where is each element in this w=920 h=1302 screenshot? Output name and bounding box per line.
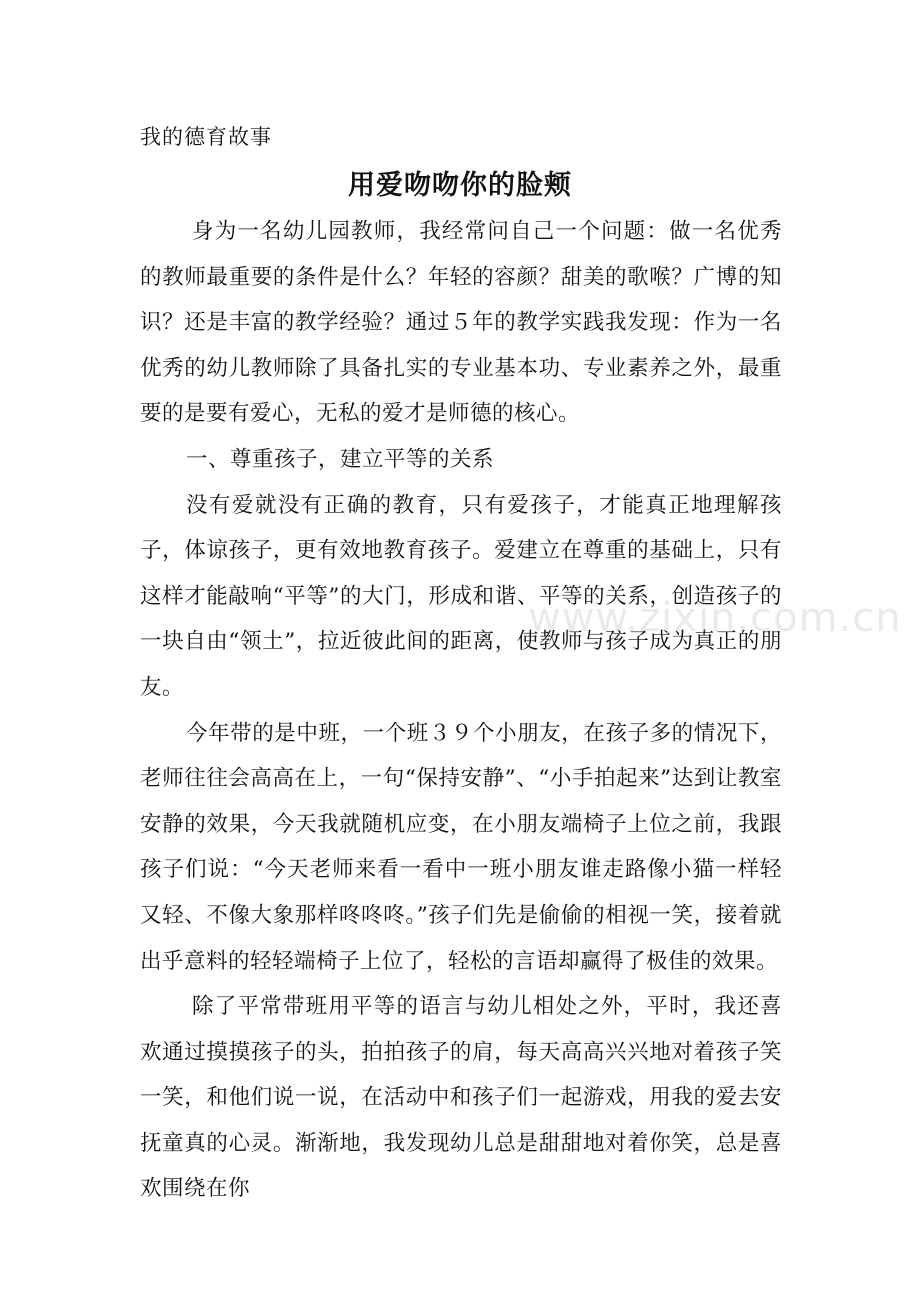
paragraph-intro: 身为一名幼儿园教师，我经常问自己一个问题：做一名优秀的教师最重要的条件是什么？年轻的容颜？甜美的歌喉？广博的知识？还是丰富的教学经验？通过５年的教学实践我发现：作为一名优秀的幼儿教师除了具备扎实的专业基本功、专业素养之外，最重要的是要有爱心，无私的爱才是师德的核心。 <box>140 219 782 427</box>
section-heading: 一、尊重孩子，建立平等的关系 <box>186 446 495 472</box>
series-title: 我的德育故事 <box>140 125 272 149</box>
document-title: 用爱吻吻你的脸颊 <box>348 170 572 201</box>
watermark: www.zixin.com.cn <box>528 595 902 641</box>
paragraph-respect: 没有爱就没有正确的教育，只有爱孩子，才能真正地理解孩子，体谅孩子，更有效地教育孩子。爱建立在尊重的基础上，只有这样才能敲响“平等”的大门，形成和谐、平等的关系，创造孩子的一块自由“领土”，拉近彼此间的距离，使教师与孩子成为真正的朋友。 <box>140 492 782 700</box>
document-body <box>140 209 782 1212</box>
paragraph-class-story: 今年带的是中班，一个班３９个小朋友，在孩子多的情况下，老师往往会高高在上，一句“保持安静”、“小手拍起来”达到让教室安静的效果，今天我就随机应变，在小朋友端椅子上位之前，我跟孩子们说：“今天老师来看一看中一班小朋友谁走路像小猫一样轻又轻、不像大象那样咚咚咚。”孩子们先是偷偷的相视一笑，接着就出乎意料的轻轻端椅子上位了，轻松的言语却赢得了极佳的效果。 <box>140 720 782 974</box>
paragraph-daily-care: 除了平常带班用平等的语言与幼儿相处之外，平时，我还喜欢通过摸摸孩子的头，拍拍孩子的肩，每天高高兴兴地对着孩子笑一笑，和他们说一说，在活动中和孩子们一起游戏，用我的爱去安抚童真的心灵。渐渐地，我发现幼儿总是甜甜地对着你笑，总是喜欢围绕在你 <box>140 994 782 1202</box>
